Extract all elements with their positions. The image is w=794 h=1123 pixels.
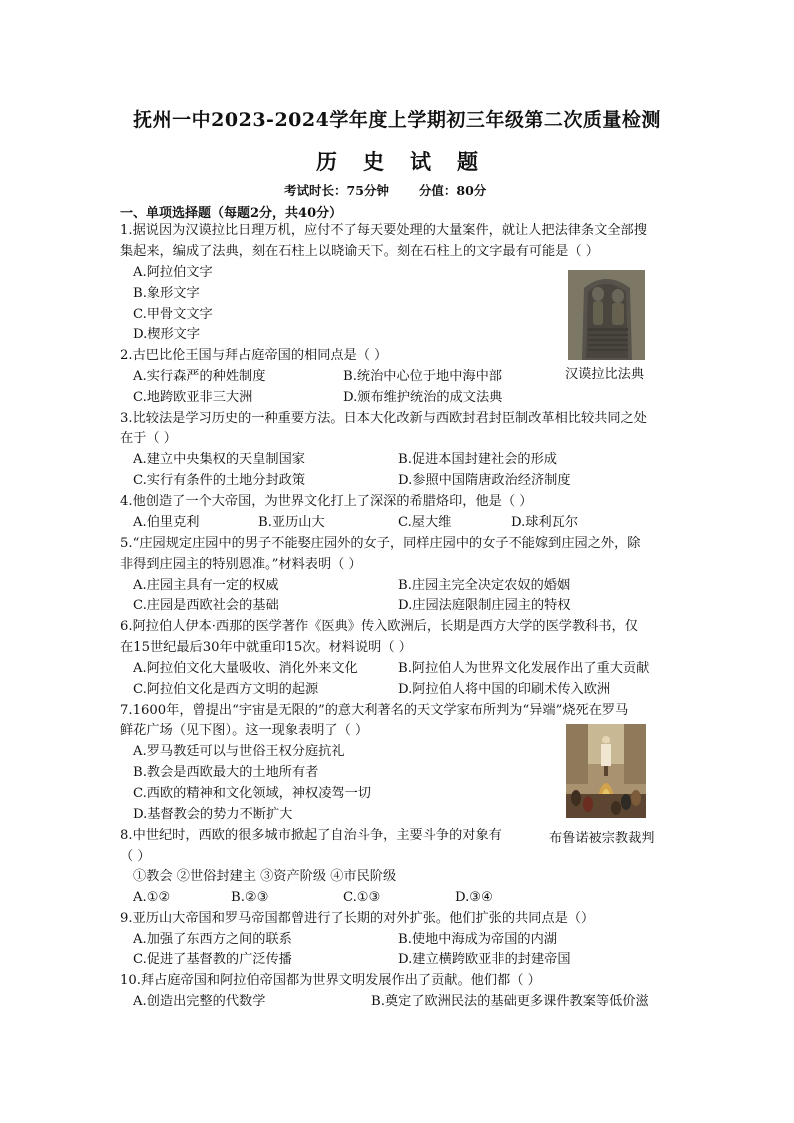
bruno-trial-image xyxy=(566,724,646,818)
question-6-stem: 在15世纪最后30年中就重印15次。材料说明（ ） xyxy=(120,640,412,655)
hammurabi-stele-image xyxy=(568,270,645,360)
option: A.伯里克利 xyxy=(133,515,200,530)
option: B.象形文字 xyxy=(133,286,200,301)
option: A.阿拉伯文化大量吸收、消化外来文化 xyxy=(133,661,358,676)
option: A.庄园主具有一定的权威 xyxy=(133,578,279,593)
option: C.①③ xyxy=(343,890,381,905)
question-7-stem: 7.1600年，曾提出“宇宙是无限的”的意大利著名的天文学家布所判为“异端”烧死在罗马 xyxy=(120,703,629,718)
question-8-stem: 8.中世纪时，西欧的很多城市掀起了自治斗争，主要斗争的对象有 xyxy=(120,828,502,843)
option: B.②③ xyxy=(231,890,269,905)
subject-heading xyxy=(0,146,794,176)
question-5-stem: 非得到庄园主的特别恩准。”材料表明（ ） xyxy=(120,557,362,572)
option: A.实行森严的种姓制度 xyxy=(133,369,266,384)
option: C.西欧的精神和文化领域，神权凌驾一切 xyxy=(133,786,371,801)
option: C.阿拉伯文化是西方文明的起源 xyxy=(133,682,319,697)
option: D.庄园法庭限制庄园主的特权 xyxy=(398,598,571,613)
question-4-stem: 4.他创造了一个大帝国，为世界文化打上了深深的希腊烙印，他是（ ） xyxy=(120,494,533,509)
option: B.使地中海成为帝国的内湖 xyxy=(398,932,557,947)
question-7-stem: 鲜花广场（见下图）。这一现象表明了（ ） xyxy=(120,723,369,738)
bruno-caption: 布鲁诺被宗教裁判 xyxy=(549,831,655,846)
option: C.地跨欧亚非三大洲 xyxy=(133,390,253,405)
question-1-stem: 集起来，编成了法典，刻在石柱上以晓谕天下。刻在石柱上的文字最有可能是（ ） xyxy=(120,244,599,259)
bruno-illustration xyxy=(566,724,646,818)
option: C.庄园是西欧社会的基础 xyxy=(133,598,279,613)
exam-time: 考试时长：75分钟 xyxy=(284,183,389,198)
question-3-stem: 3.比较法是学习历史的一种重要方法。日本大化改新与西欧封君封臣制改革相比较共同之处 xyxy=(120,411,647,426)
option: C.实行有条件的土地分封政策 xyxy=(133,473,306,488)
option: B.统治中心位于地中海中部 xyxy=(343,369,502,384)
option: D.基督教会的势力不断扩大 xyxy=(133,807,293,822)
option: B.亚历山大 xyxy=(258,515,325,530)
option: D.参照中国隋唐政治经济制度 xyxy=(398,473,571,488)
subject-char: 试 xyxy=(410,149,431,174)
option: A.创造出完整的代数学 xyxy=(133,994,266,1009)
option: D.建立横跨欧亚非的封建帝国 xyxy=(398,952,571,967)
option: B.阿拉伯人为世界文化发展作出了重大贡献 xyxy=(398,661,650,676)
subject-char: 题 xyxy=(457,149,478,174)
question-2-stem: 2.古巴比伦王国与拜占庭帝国的相同点是（ ） xyxy=(120,348,388,363)
option: B.促进本国封建社会的形成 xyxy=(398,452,557,467)
option: C.屋大维 xyxy=(398,515,452,530)
option: B.庄园主完全决定农奴的婚姻 xyxy=(398,578,571,593)
stele-illustration xyxy=(568,270,645,360)
exam-info xyxy=(284,181,486,199)
question-5-stem: 5.“庄园规定庄园中的男子不能娶庄园外的女子，同样庄园中的女子不能嫁到庄园之外，除 xyxy=(120,536,641,551)
option: D.楔形文字 xyxy=(133,327,201,342)
question-1-stem: 1.据说因为汉谟拉比日理万机，应付不了每天要处理的大量案件，就让人把法律条文全部搜 xyxy=(120,223,647,238)
option: A.加强了东西方之间的联系 xyxy=(133,932,292,947)
subject-char: 史 xyxy=(363,149,384,174)
question-6-stem: 6.阿拉伯人伊本·西那的医学著作《医典》传入欧洲后，长期是西方大学的医学教科书，仅 xyxy=(120,619,638,634)
option: D.③④ xyxy=(455,890,493,905)
option: A.建立中央集权的天皇制国家 xyxy=(133,452,305,467)
option: D.阿拉伯人将中国的印刷术传入欧洲 xyxy=(398,682,611,697)
section-heading: 一、单项选择题（每题2分，共40分） xyxy=(120,206,343,221)
exam-score: 分值：80分 xyxy=(418,183,487,198)
exam-title: 抚州一中2023-2024学年度上学期初三年级第二次质量检测 xyxy=(133,109,661,131)
option: C.甲骨文文字 xyxy=(133,307,213,322)
option: D.颁布维护统治的成文法典 xyxy=(343,390,503,405)
question-9-stem: 9.亚历山大帝国和罗马帝国都曾进行了长期的对外扩张。他们扩张的共同点是（） xyxy=(120,911,595,926)
option: A.阿拉伯文字 xyxy=(133,265,213,280)
question-10-stem: 10.拜占庭帝国和阿拉伯帝国都为世界文明发展作出了贡献。他们都（ ） xyxy=(120,973,541,988)
option: B.教会是西欧最大的土地所有者 xyxy=(133,765,319,780)
hammurabi-caption: 汉谟拉比法典 xyxy=(565,367,645,382)
question-8-stem: （ ） xyxy=(120,849,151,864)
option: B.奠定了欧洲民法的基础更多课件教案等低价滋 xyxy=(371,994,649,1009)
question-3-stem: 在于（ ） xyxy=(120,431,177,446)
option: C.促进了基督教的广泛传播 xyxy=(133,952,292,967)
option: A.①② xyxy=(133,890,171,905)
question-8-items: ①教会 ②世俗封建主 ③资产阶级 ④市民阶级 xyxy=(133,869,397,884)
option: D.球利瓦尔 xyxy=(511,515,579,530)
option: A.罗马教廷可以与世俗王权分庭抗礼 xyxy=(133,744,345,759)
subject-char: 历 xyxy=(316,149,337,174)
